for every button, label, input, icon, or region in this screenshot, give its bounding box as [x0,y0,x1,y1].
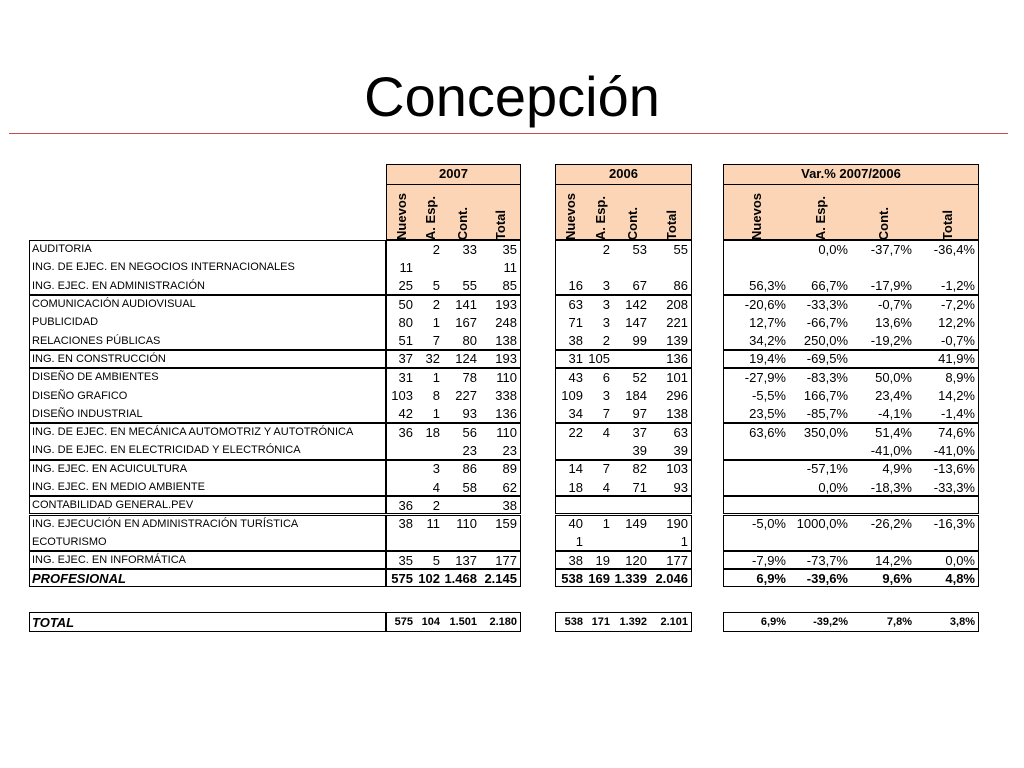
table-row-cell: -27,9% [744,369,786,385]
table-row-cell: 55 [462,278,477,294]
table-row-cell: 3 [432,461,440,477]
table-row-cell: 51,4% [875,424,912,440]
table-row-cell: 32 [425,351,440,367]
table-row-cell: 62 [502,479,517,495]
table-row-cell: 1000,0% [796,516,848,532]
table-row-cell: 1 [432,314,440,330]
table-row-cell: 159 [495,516,517,532]
table-row-cell: 2 [432,497,440,513]
column-header [587,184,614,240]
table-row-cell [852,258,916,276]
table-row-cell [723,258,790,276]
column-header [790,184,852,240]
total-row-cell: 1.392 [619,616,647,628]
table-row-cell: 86 [673,278,688,294]
table-row-cell: 82 [632,461,647,477]
table-row-cell [723,460,790,478]
total-row-cell: 575 [394,616,413,628]
table-row-cell: 63 [673,424,688,440]
table-row-cell: 38 [568,333,583,349]
table-row-cell: 93 [673,479,688,495]
table-row-cell: 39 [632,442,647,458]
table-row-cell: 227 [455,388,477,404]
table-row-cell: 86 [462,461,477,477]
profesional-row-cell: 4,8% [945,570,975,586]
table-row-cell: 16 [568,278,583,294]
table-row-cell: 42 [398,406,413,422]
table-row-cell: 110 [496,424,517,440]
table-row-cell: 19 [595,552,610,568]
table-row-cell: 142 [625,296,647,312]
table-row-cell: 7 [432,333,440,349]
table-row-cell: 0,0% [818,479,848,495]
table-row-cell: 39 [673,442,688,458]
table-row-cell: 14 [568,461,583,477]
table-row-cell [614,533,651,551]
profesional-row-cell: 9,6% [882,570,912,586]
table-row-cell: 3 [602,278,610,294]
table-row-cell: 1 [432,406,440,422]
table-row-cell: 35 [502,241,517,257]
total-row-cell: 7,8% [886,616,912,628]
table-row-cell: -19,2% [870,333,912,349]
table-row-cell [587,258,614,276]
table-row-cell: -85,7% [806,406,848,422]
table-row-cell: 4 [432,479,440,495]
profesional-row-cell: 538 [561,570,583,586]
table-row-cell: 208 [666,296,688,312]
table-row-cell: 53 [632,241,647,257]
table-row-cell [444,258,481,276]
table-row-cell: 2 [432,296,440,312]
table-row-cell: 147 [625,314,647,330]
table-row-cell: 14,2% [938,388,975,404]
table-row-cell: 101 [666,369,688,385]
table-row-cell: -5,5% [752,388,786,404]
table-row-cell: 14,2% [875,552,912,568]
column-header [614,184,651,240]
table-row-cell: -17,9% [870,278,912,294]
column-header-label: Cont. [454,206,470,240]
table-row-cell: 71 [632,479,647,495]
table-row-cell: 138 [666,406,688,422]
table-row-cell: 80 [462,333,477,349]
table-row-cell: 37 [398,351,413,367]
table-row-cell: 36 [398,424,413,440]
table-row-cell: -69,5% [806,351,848,367]
table-row-cell: 11 [503,259,517,275]
group-header: Var.% 2007/2006 [723,164,979,184]
table-row-cell: 23 [462,442,477,458]
profesional-row-cell: 169 [588,570,610,586]
table-row-cell: -0,7% [941,333,975,349]
table-row-cell [555,240,587,258]
column-header [852,184,916,240]
table-row-cell: 71 [568,314,583,330]
table-row-cell: 12,2% [938,314,975,330]
table-row-cell: 110 [496,369,517,385]
table-row-cell: 105 [588,351,610,367]
table-row-cell [852,350,916,368]
table-row-cell [790,258,852,276]
column-header-label: Total [493,209,508,240]
table-row-cell [916,258,979,276]
table-row-cell: 85 [502,278,517,294]
table-row-cell: 23,5% [749,406,786,422]
table-row-cell: 0,0% [818,241,848,257]
table-row-cell: -37,7% [870,241,912,257]
table-row-cell [555,496,587,514]
table-row-cell: 80 [398,314,413,330]
table-row-label: ING. DE EJEC. EN NEGOCIOS INTERNACIONALES [32,261,295,274]
table-row-cell [587,533,614,551]
table-row-cell: 137 [455,552,477,568]
profesional-row-cell: 1.339 [614,570,647,586]
column-header [723,184,790,240]
table-row-cell: 193 [495,296,517,312]
table-row-cell [386,478,417,496]
table-row-cell: 110 [456,516,477,532]
table-row-cell: 7 [602,406,610,422]
table-row-cell: 18 [425,424,440,440]
table-row-cell: 11 [426,516,440,532]
table-row-cell: -26,2% [870,516,912,532]
table-row-cell: 4,9% [882,461,912,477]
table-row-cell: 50,0% [875,369,912,385]
table-row-cell: 8,9% [945,369,975,385]
table-row-cell [852,533,916,551]
table-row-cell: 5 [432,278,440,294]
table-row-cell: 141 [455,296,477,312]
column-header [651,184,692,240]
table-row-cell: 177 [666,552,688,568]
table-row-cell [651,258,692,276]
table-row-cell: -41,0% [933,442,975,458]
table-row-cell: -73,7% [806,552,848,568]
table-row-cell: -20,6% [744,296,786,312]
table-row-cell: 63,6% [749,424,786,440]
column-header-label: A. Esp. [592,195,608,240]
table-row-label: ING. EJEC. EN ADMINISTRACIÓN [32,279,205,292]
table-row-cell: 38 [502,497,517,513]
table-row-cell: 43 [568,369,583,385]
table-row-cell [417,441,444,459]
table-row-cell: 74,6% [938,424,975,440]
table-row-cell [723,478,790,496]
profesional-row-cell: 2.145 [484,570,517,586]
table-row-label: DISEÑO GRAFICO [32,389,128,402]
table-row-cell [852,496,916,514]
table-row-cell: 4 [602,479,610,495]
total-row-cell: 3,8% [949,616,975,628]
table-row-cell: 149 [625,516,647,532]
table-row-cell: -33,3% [933,479,975,495]
table-row-cell: 177 [495,552,517,568]
total-row-cell: 2.180 [489,616,517,628]
table-row-cell: 136 [666,351,688,367]
profesional-row-cell: 6,9% [756,570,786,586]
table-row-label: ING. EJEC. EN INFORMÁTICA [32,554,187,567]
table-row-cell: 6 [602,369,610,385]
table-row-cell: -7,2% [941,296,975,312]
table-row-cell: 124 [455,351,477,367]
table-row-cell: 67 [632,278,647,294]
table-row-cell: -4,1% [878,406,912,422]
table-row-label: DISEÑO DE AMBIENTES [32,371,159,384]
table-row-cell [651,496,692,514]
table-row-cell: -16,3% [933,516,975,532]
table-row-cell: 184 [625,388,647,404]
table-row-cell [386,441,417,459]
table-row-cell: 3 [602,296,610,312]
table-row-cell: 37 [632,424,647,440]
profesional-row-cell: 2.046 [655,570,688,586]
table-row-cell [481,533,521,551]
table-row-cell: 11 [399,259,413,275]
table-row-cell: -1,4% [941,406,975,422]
table-row-cell: 89 [502,461,517,477]
table-row-cell: -41,0% [870,442,912,458]
table-row-cell: 40 [568,516,583,532]
table-row-cell: -83,3% [806,369,848,385]
table-row-cell: 93 [462,406,477,422]
group-header: 2006 [555,164,692,184]
table-row-cell: 41,9% [938,351,975,367]
total-row-cell: 538 [564,616,583,628]
profesional-row-cell: 102 [418,570,440,586]
total-row-cell: 171 [591,616,610,628]
table-row-cell [723,496,790,514]
column-header [481,184,521,240]
column-header-label: Nuevos [393,193,409,240]
column-header-label: Cont. [876,206,891,240]
table-row-cell: 63 [568,296,583,312]
table-row-cell: 97 [632,406,647,422]
table-row-cell: 55 [673,241,688,257]
table-row-cell: 50 [398,296,413,312]
table-row-cell [723,533,790,551]
table-row-cell: 34 [568,406,583,422]
table-row-cell: -13,6% [933,461,975,477]
table-row-label: ECOTURISMO [32,535,107,548]
table-row-cell: 1 [680,534,688,550]
table-row-cell: 109 [561,388,583,404]
table-row-cell: 103 [391,388,413,404]
table-row-cell: 2 [602,241,610,257]
profesional-row-cell: -39,6% [806,570,848,586]
table-row-label: AUDITORIA [32,243,92,256]
total-row-label: TOTAL [32,614,75,630]
column-header-label: Nuevos [748,193,764,240]
table-row-cell [790,533,852,551]
table-row-cell: 166,7% [803,388,848,404]
table-row-cell: 0,0% [945,552,975,568]
table-row-label: CONTABILIDAD GENERAL.PEV [32,499,194,512]
total-row-cell: -39,2% [813,616,848,628]
profesional-row-cell: 1.468 [444,570,477,586]
column-header-label: Cont. [624,206,640,240]
group-header: 2007 [386,164,521,184]
table-row-cell: 5 [432,552,440,568]
table-row-cell [790,441,852,459]
table-row-cell: 35 [398,552,413,568]
table-row-cell: 4 [602,424,610,440]
table-row-cell: 338 [495,388,517,404]
table-row-cell: 23,4% [875,388,912,404]
table-row-cell: 19,4% [749,351,786,367]
profesional-row-label: PROFESIONAL [32,570,126,586]
table-row-cell: 103 [666,461,688,477]
table-row-cell: 36 [398,497,413,513]
table-row-cell: 58 [462,479,477,495]
table-row-cell: 38 [568,552,583,568]
table-row-cell: -18,3% [870,479,912,495]
column-header [555,184,587,240]
table-row-cell [790,496,852,514]
table-row-cell [386,533,417,551]
table-row-cell [587,496,614,514]
table-row-cell: 18 [568,479,583,495]
table-row-cell: 56,3% [749,278,786,294]
table-row-cell: 250,0% [803,333,848,349]
table-row-cell: 120 [625,552,647,568]
table-row-cell: 1 [432,369,440,385]
table-row-cell: 12,7% [749,314,786,330]
table-row-cell: 34,2% [749,333,786,349]
table-row-cell: -57,1% [806,461,848,477]
table-row-label: ING. DE EJEC. EN ELECTRICIDAD Y ELECTRÓNICA [32,444,301,457]
table-row-cell [555,441,587,459]
table-row-cell: 8 [432,388,440,404]
table-row-cell [916,496,979,514]
table-row-cell [417,533,444,551]
table-row-cell: 31 [568,351,583,367]
table-row-cell: 2 [432,241,440,257]
table-row-cell: 66,7% [811,278,848,294]
table-row-cell [444,496,481,514]
total-row-cell: 104 [421,616,440,628]
table-row-cell [444,533,481,551]
column-header [386,184,417,240]
table-row-label: DISEÑO INDUSTRIAL [32,407,143,420]
column-header-label: A. Esp. [813,195,828,240]
table-row-cell: -66,7% [806,314,848,330]
total-row-cell: 6,9% [760,616,786,628]
column-header-label: Total [663,209,679,240]
table-row-label: PUBLICIDAD [32,316,99,329]
table-row-cell: 13,6% [875,314,912,330]
total-row-cell: 2.101 [660,616,688,628]
column-header-label: Nuevos [563,193,578,240]
table-row-cell: 350,0% [803,424,848,440]
column-header [417,184,444,240]
table-row-cell: 78 [462,369,477,385]
table-row-cell: -7,9% [752,552,786,568]
table-row-cell [723,441,790,459]
table-row-cell: -0,7% [878,296,912,312]
table-row-cell: 167 [455,314,477,330]
table-row-cell: 139 [666,333,688,349]
table-row-cell: 7 [602,461,610,477]
table-row-cell: 51 [398,333,413,349]
column-header [916,184,979,240]
table-row-label: ING. EN CONSTRUCCIÓN [32,352,166,365]
table-row-cell: 296 [666,388,688,404]
table-row-cell [614,496,651,514]
table-row-cell [614,350,651,368]
table-row-cell [916,533,979,551]
column-header-label: Total [939,209,955,240]
table-row-cell: 31 [398,369,413,385]
table-row-cell: 248 [495,314,517,330]
column-header [444,184,481,240]
table-row-cell: 52 [632,369,647,385]
table-row-cell [587,441,614,459]
table-row-cell: 138 [495,333,517,349]
table-row-label: ING. EJEC. EN ACUICULTURA [32,462,188,475]
table-row-cell [386,460,417,478]
total-row-cell: 1.501 [449,616,477,628]
table-row-cell: 193 [495,351,517,367]
table-row-cell: 25 [398,278,413,294]
table-row-cell [555,258,587,276]
table-row-cell: 1 [575,534,583,550]
table-row-cell: 1 [602,516,610,532]
table-row-label: ING. EJEC. EN MEDIO AMBIENTE [32,481,205,494]
table-row-cell: 2 [602,333,610,349]
table-row-cell: 38 [398,516,413,532]
table-row-cell [386,240,417,258]
table-row-label: COMUNICACIÓN AUDIOVISUAL [32,298,196,311]
table-row-cell: 190 [666,516,688,532]
table-row-cell: 56 [462,424,477,440]
table-row-cell: 136 [495,406,517,422]
table-row-cell: 23 [502,442,517,458]
table-row-cell [614,258,651,276]
table-row-cell: 33 [462,241,477,257]
table-row-cell: -1,2% [941,278,975,294]
profesional-row-cell: 575 [391,570,413,586]
column-header-label: A. Esp. [422,195,438,240]
table-row-cell [723,240,790,258]
table-row-cell: -5,0% [752,516,786,532]
table-row-cell: -33,3% [806,296,848,312]
table-row-label: RELACIONES PÚBLICAS [32,334,161,347]
table-row-cell: 221 [666,314,688,330]
table-row-cell: 99 [632,333,647,349]
table-row-cell: 3 [602,314,610,330]
table-row-cell: -36,4% [933,241,975,257]
page-title: Concepción [364,65,660,128]
table-row-label: ING. DE EJEC. EN MECÁNICA AUTOMOTRIZ Y AUTOTRÓNICA [32,426,354,439]
table-row-label: ING. EJECUCIÓN EN ADMINISTRACIÓN TURÍSTICA [32,517,299,530]
table-row-cell [417,258,444,276]
table-row-cell: 3 [602,388,610,404]
table-row-cell: 22 [568,424,583,440]
